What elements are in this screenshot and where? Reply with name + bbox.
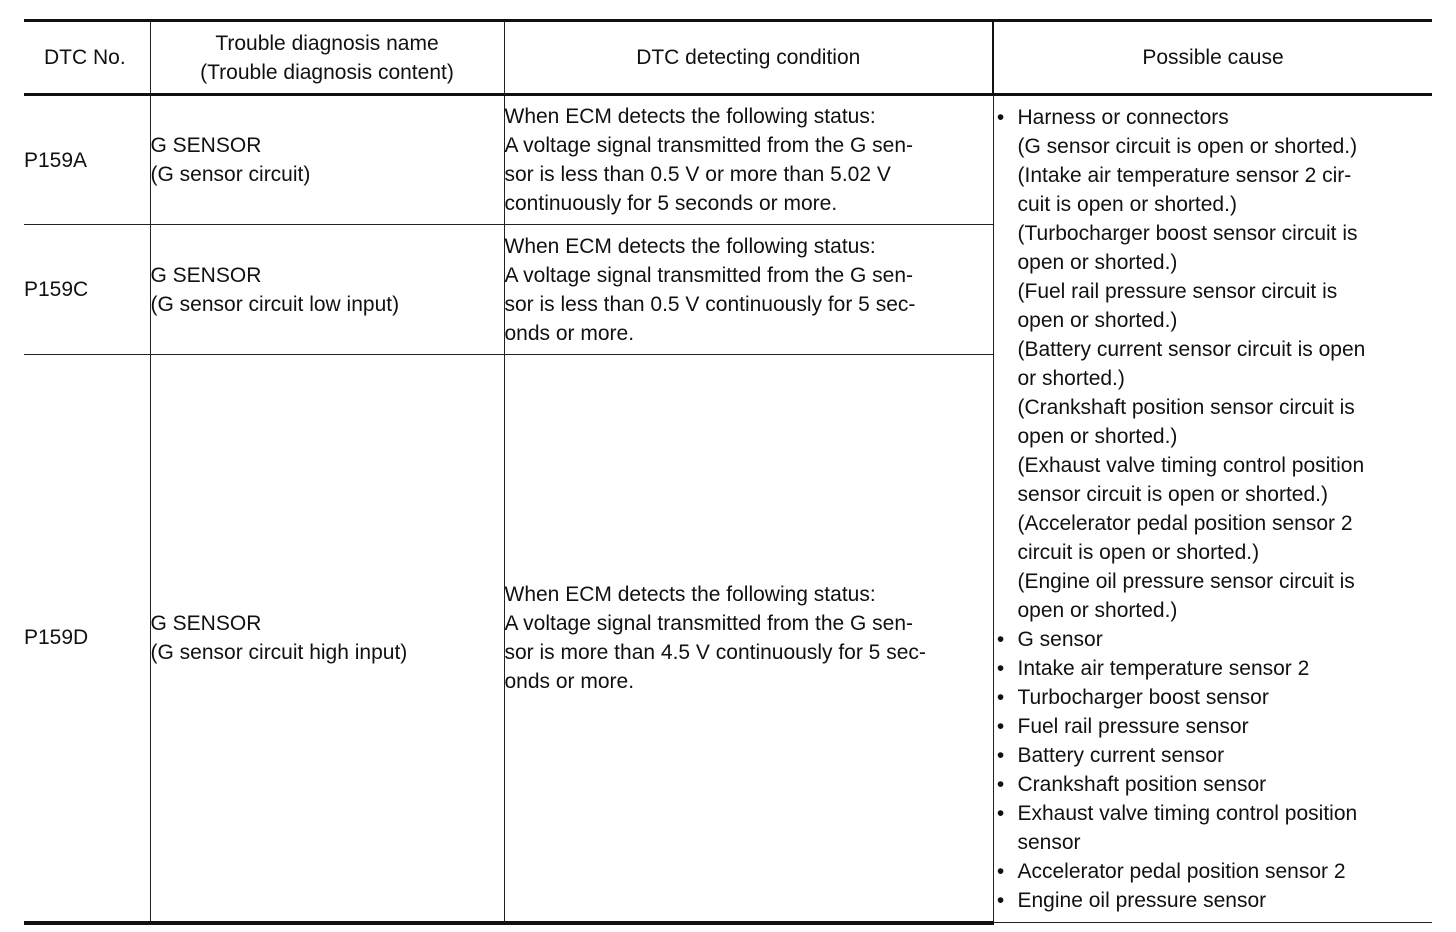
possible-cause-line: Battery current sensor: [1017, 744, 1225, 767]
bullet-icon: •: [996, 802, 1005, 825]
dtc-table: [24, 19, 1432, 925]
possible-cause-item: [994, 886, 1433, 915]
possible-cause-line: Fuel rail pressure sensor: [1017, 715, 1249, 738]
possible-cause-item: [994, 770, 1433, 799]
bullet-icon: •: [996, 628, 1005, 651]
diagnosis-name: G SENSOR: [150, 263, 262, 287]
possible-cause-line: Crankshaft position sensor: [1017, 773, 1267, 796]
possible-cause-item: [994, 683, 1433, 712]
possible-cause-line: (Turbocharger boost sensor circuit is: [1017, 222, 1358, 245]
condition-line: continuously for 5 seconds or more.: [504, 192, 838, 215]
header-diagnosis-content-line: (Trouble diagnosis content): [200, 60, 454, 84]
possible-cause-item: [994, 103, 1433, 625]
condition-line: onds or more.: [504, 669, 635, 693]
condition-line: A voltage signal transmitted from the G sen-: [504, 263, 914, 287]
bullet-icon: •: [996, 773, 1005, 796]
possible-cause-item: [994, 654, 1433, 683]
possible-cause-item: [994, 799, 1433, 857]
possible-cause-list: [994, 103, 1433, 915]
diagnosis-content: (G sensor circuit): [150, 163, 311, 186]
bullet-icon: •: [996, 860, 1005, 883]
possible-cause-line: Harness or connectors: [1017, 106, 1229, 129]
possible-cause-line: Turbocharger boost sensor: [1017, 686, 1269, 709]
possible-cause-line: sensor: [1017, 831, 1081, 854]
table-header-row: [24, 21, 1432, 95]
diagnosis-content: (G sensor circuit high input): [150, 640, 408, 664]
condition-line: When ECM detects the following status:: [504, 105, 876, 128]
dtc-code: P159D: [24, 355, 150, 923]
possible-cause-item: [994, 625, 1433, 654]
condition-line: When ECM detects the following status:: [504, 582, 876, 606]
dtc-code: P159A: [24, 95, 150, 225]
detecting-condition-cell: [504, 355, 993, 923]
bullet-icon: •: [996, 657, 1005, 680]
header-diagnosis-name-line: Trouble diagnosis name: [215, 31, 439, 55]
possible-cause-line: Accelerator pedal position sensor 2: [1017, 860, 1346, 883]
header-detecting-condition: DTC detecting condition: [504, 21, 993, 95]
possible-cause-line: sensor circuit is open or shorted.): [1017, 483, 1328, 506]
possible-cause-line: circuit is open or shorted.): [1017, 541, 1260, 564]
condition-line: sor is less than 0.5 V or more than 5.02 V: [504, 163, 891, 186]
possible-cause-line: (Crankshaft position sensor circuit is: [1017, 396, 1355, 419]
header-dtc-no: DTC No.: [24, 21, 150, 95]
condition-line: onds or more.: [504, 321, 635, 345]
header-diagnosis-name: [150, 21, 504, 95]
bullet-icon: •: [996, 106, 1005, 129]
possible-cause-line: (Exhaust valve timing control position: [1017, 454, 1365, 477]
bullet-icon: •: [996, 889, 1005, 912]
diagnosis-content: (G sensor circuit low input): [150, 292, 400, 316]
possible-cause-line: Exhaust valve timing control position: [1017, 802, 1358, 825]
bullet-icon: •: [996, 715, 1005, 738]
possible-cause-line: (Engine oil pressure sensor circuit is: [1017, 570, 1355, 593]
bullet-icon: •: [996, 686, 1005, 709]
possible-cause-line: open or shorted.): [1017, 251, 1178, 274]
possible-cause-line: G sensor: [1017, 628, 1103, 651]
possible-cause-item: [994, 741, 1433, 770]
condition-line: When ECM detects the following status:: [504, 234, 876, 258]
detecting-condition-cell: [504, 95, 993, 225]
dtc-code: P159C: [24, 225, 150, 355]
possible-cause-line: open or shorted.): [1017, 309, 1178, 332]
possible-cause-line: or shorted.): [1017, 367, 1125, 390]
possible-cause-line: (Intake air temperature sensor 2 cir-: [1017, 164, 1352, 187]
dtc-document: [24, 19, 1432, 923]
possible-cause-line: (Accelerator pedal position sensor 2: [1017, 512, 1353, 535]
possible-cause-line: open or shorted.): [1017, 599, 1178, 622]
possible-cause-line: (G sensor circuit is open or shorted.): [1017, 135, 1358, 158]
table-row: [24, 95, 1432, 225]
possible-cause-line: open or shorted.): [1017, 425, 1178, 448]
possible-cause-item: [994, 712, 1433, 741]
condition-line: A voltage signal transmitted from the G sen-: [504, 134, 914, 157]
header-possible-cause: Possible cause: [993, 21, 1432, 95]
diagnosis-name-cell: [150, 225, 504, 355]
condition-line: sor is more than 4.5 V continuously for 5 sec-: [504, 640, 926, 664]
detecting-condition-cell: [504, 225, 993, 355]
possible-cause-line: Engine oil pressure sensor: [1017, 889, 1267, 912]
possible-cause-cell: [993, 95, 1432, 923]
bullet-icon: •: [996, 744, 1005, 767]
condition-line: A voltage signal transmitted from the G sen-: [504, 611, 914, 635]
possible-cause-item: [994, 857, 1433, 886]
possible-cause-line: (Battery current sensor circuit is open: [1017, 338, 1366, 361]
diagnosis-name-cell: [150, 355, 504, 923]
possible-cause-line: cuit is open or shorted.): [1017, 193, 1237, 216]
condition-line: sor is less than 0.5 V continuously for 5 sec-: [504, 292, 916, 316]
diagnosis-name: G SENSOR: [150, 134, 262, 157]
diagnosis-name: G SENSOR: [150, 611, 262, 635]
diagnosis-name-cell: [150, 95, 504, 225]
possible-cause-line: (Fuel rail pressure sensor circuit is: [1017, 280, 1338, 303]
possible-cause-line: Intake air temperature sensor 2: [1017, 657, 1310, 680]
